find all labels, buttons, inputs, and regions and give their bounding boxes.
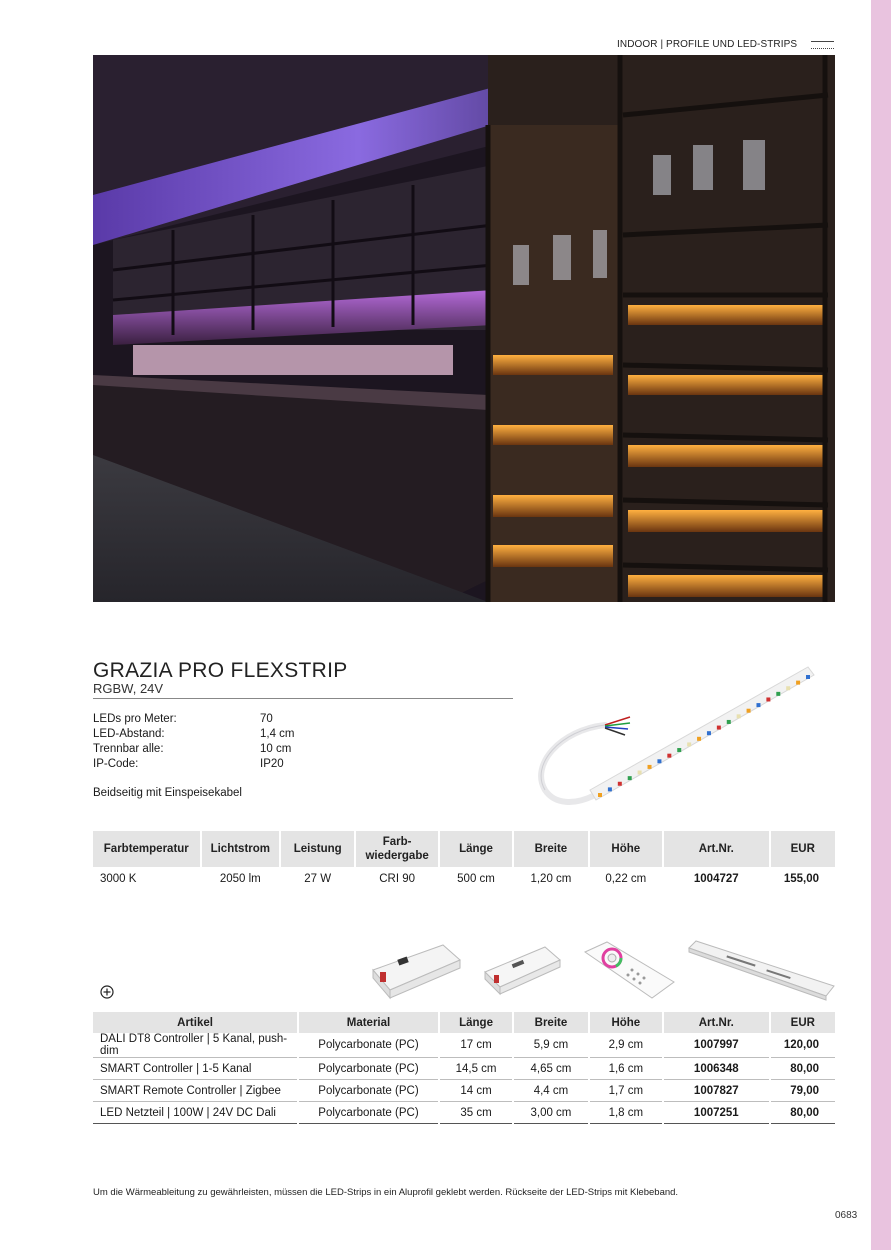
table-cell: 3000 K	[100, 873, 137, 885]
led-chip	[717, 726, 721, 730]
table-cell: 4,4 cm	[514, 1080, 587, 1102]
led-chip	[628, 776, 632, 780]
table-header-row	[93, 831, 835, 867]
led-chip	[638, 771, 642, 775]
column-header: Höhe	[590, 831, 662, 867]
table-cell: Polycarbonate (PC)	[299, 1058, 438, 1080]
column-header-line: wiedergabe	[365, 850, 429, 862]
table-cell: 0,22 cm	[605, 873, 647, 885]
led-chip	[766, 697, 770, 701]
table-cell: Polycarbonate (PC)	[299, 1080, 438, 1102]
page-number: 0683	[835, 1210, 858, 1221]
table-cell: LED Netzteil | 100W | 24V DC Dali	[93, 1102, 297, 1124]
column-header: Material	[299, 1012, 438, 1033]
led-chip	[697, 737, 701, 741]
product-subtitle: RGBW, 24V	[93, 681, 164, 696]
led-strip-image	[530, 655, 830, 815]
led-chip	[756, 703, 760, 707]
table-header-row	[93, 1012, 835, 1033]
article-number: 1007827	[664, 1080, 769, 1102]
header-ornament	[811, 41, 834, 49]
column-header	[356, 831, 437, 867]
product-title: GRAZIA PRO FLEXSTRIP	[93, 659, 348, 682]
column-header-line: Farb-	[382, 836, 412, 848]
table-cell: 500 cm	[457, 873, 495, 885]
price: 79,00	[771, 1080, 835, 1102]
product-note: Beidseitig mit Einspeisekabel	[93, 787, 242, 799]
section-breadcrumb: INDOOR | PROFILE UND LED-STRIPS	[617, 39, 798, 50]
table-cell: 2050 lm	[219, 873, 261, 885]
column-header: Farbtemperatur	[93, 831, 200, 867]
table-row	[93, 1102, 835, 1124]
column-header: Artikel	[93, 1012, 297, 1033]
led-chip	[747, 709, 751, 713]
column-header: Länge	[440, 831, 512, 867]
table-cell: 14 cm	[440, 1080, 512, 1102]
led-chip	[618, 782, 622, 786]
strip-spec-table	[91, 831, 837, 891]
title-divider	[93, 698, 513, 699]
spec-label: Trennbar alle:	[93, 743, 164, 755]
table-cell: 17 cm	[440, 1033, 512, 1058]
column-header: Breite	[514, 1012, 587, 1033]
spec-value: 70	[260, 713, 273, 725]
accessories-table	[91, 1012, 837, 1124]
spec-label: LEDs pro Meter:	[93, 713, 177, 725]
led-chip	[677, 748, 681, 752]
table-cell: 2,9 cm	[590, 1033, 662, 1058]
led-chip	[608, 787, 612, 791]
led-chip	[786, 686, 790, 690]
column-header: EUR	[771, 831, 835, 867]
spec-row	[93, 757, 295, 772]
table-cell: CRI 90	[379, 873, 415, 885]
table-cell: SMART Controller | 1-5 Kanal	[93, 1058, 297, 1080]
led-chip	[776, 692, 780, 696]
spec-label: IP-Code:	[93, 758, 139, 770]
led-chip	[687, 742, 691, 746]
led-chip	[806, 675, 810, 679]
spec-value: 1,4 cm	[260, 728, 295, 740]
article-number: 1007997	[664, 1033, 769, 1058]
led-power-supply-image	[686, 938, 838, 1002]
table-cell: DALI DT8 Controller | 5 Kanal, push-dim	[93, 1033, 297, 1058]
table-row	[93, 1058, 835, 1080]
table-cell: 14,5 cm	[440, 1058, 512, 1080]
article-number: 1004727	[693, 873, 739, 885]
side-color-bar	[871, 0, 891, 1250]
table-cell: 4,65 cm	[514, 1058, 587, 1080]
table-cell: Polycarbonate (PC)	[299, 1033, 438, 1058]
table-cell: 35 cm	[440, 1102, 512, 1124]
column-header: Leistung	[281, 831, 354, 867]
spec-row	[93, 742, 295, 757]
spec-row	[93, 727, 295, 742]
smart-controller-image	[480, 942, 565, 1000]
column-header: Länge	[440, 1012, 512, 1033]
table-cell: 5,9 cm	[514, 1033, 587, 1058]
led-chip	[598, 793, 602, 797]
spec-list	[93, 712, 295, 772]
price: 155,00	[783, 873, 819, 885]
column-header: Art.Nr.	[664, 1012, 769, 1033]
led-chip	[707, 731, 711, 735]
table-cell: 1,6 cm	[590, 1058, 662, 1080]
table-cell: SMART Remote Controller | Zigbee	[93, 1080, 297, 1102]
column-header: Breite	[514, 831, 587, 867]
spec-label: LED-Abstand:	[93, 728, 165, 740]
column-header: Höhe	[590, 1012, 662, 1033]
table-cell: 1,7 cm	[590, 1080, 662, 1102]
column-header: Lichtstrom	[202, 831, 279, 867]
led-chip	[648, 765, 652, 769]
led-chip	[657, 759, 661, 763]
table-row	[93, 1033, 835, 1058]
table-cell: 27 W	[304, 873, 332, 885]
table-cell: Polycarbonate (PC)	[299, 1102, 438, 1124]
column-header: Art.Nr.	[664, 831, 769, 867]
price: 120,00	[771, 1033, 835, 1058]
plus-circle-icon	[100, 985, 114, 999]
spec-row	[93, 712, 295, 727]
led-chip	[796, 681, 800, 685]
bar-shelves-photo	[93, 55, 835, 602]
led-chip	[737, 714, 741, 718]
table-cell: 1,8 cm	[590, 1102, 662, 1124]
table-cell: 3,00 cm	[514, 1102, 587, 1124]
remote-controller-image	[582, 940, 677, 1002]
led-chip	[727, 720, 731, 724]
table-cell: 1,20 cm	[530, 873, 572, 885]
column-header: EUR	[771, 1012, 835, 1033]
spec-value: 10 cm	[260, 743, 292, 755]
price: 80,00	[771, 1058, 835, 1080]
article-number: 1007251	[664, 1102, 769, 1124]
table-row	[93, 1080, 835, 1102]
article-number: 1006348	[664, 1058, 769, 1080]
price: 80,00	[771, 1102, 835, 1124]
led-chip	[667, 754, 671, 758]
footer-note: Um die Wärmeableitung zu gewährleisten, müssen die LED-Strips in ein Aluprofil geklebt werden. Rückseite der LED-Strips mit Klebeband.	[93, 1187, 679, 1198]
dali-controller-image	[368, 940, 463, 1002]
spec-value: IP20	[260, 758, 284, 770]
table-row	[93, 867, 835, 891]
